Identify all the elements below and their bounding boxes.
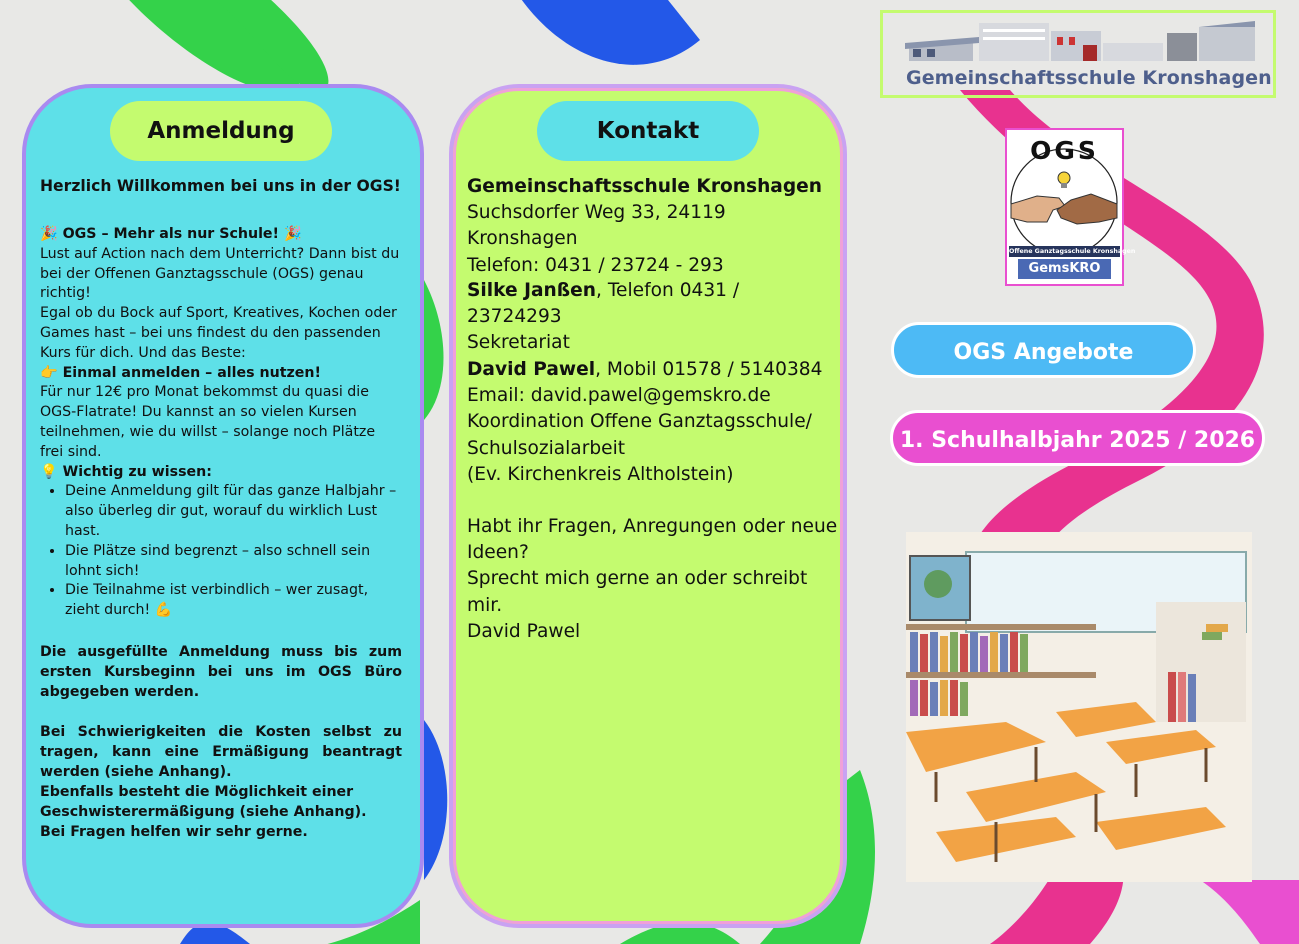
- contact-secretariat: [467, 278, 839, 357]
- school-name: Gemeinschaftsschule Kronshagen: [467, 176, 823, 197]
- know-title: 💡 Wichtig zu wissen:: [40, 463, 212, 480]
- invite-text: Sprecht mich gerne an oder schreibt mir.: [467, 568, 808, 616]
- person-role: Koordination Offene Ganztagsschule/: [467, 411, 812, 433]
- ogs-badge-subtitle: Offene Ganztagsschule Kronshagen: [1009, 248, 1136, 255]
- person-role: Sekretariat: [467, 332, 570, 354]
- welcome-text: Herzlich Willkommen bei uns in der OGS!: [40, 177, 401, 195]
- classroom-illustration: [906, 532, 1252, 882]
- person-role: Schulsozialarbeit: [467, 437, 626, 459]
- list-item: • Die Teilnahme ist verbindlich – wer zusagt, zieht durch! 💪: [65, 581, 402, 621]
- ogs-badge-name: GemsKRO: [1018, 259, 1111, 279]
- siblings-text: Ebenfalls besteht die Möglichkeit einer Geschwisterermäßigung (siehe Anhang).: [40, 784, 367, 820]
- costs-text: Bei Schwierigkeiten die Kosten selbst zu tragen, kann eine Ermäßigung beantragt werden (siehe Anhang).: [40, 724, 402, 780]
- person-phone: , Telefon 0431 / 23724293: [467, 280, 740, 328]
- person-phone: , Mobil 01578 / 5140384: [595, 359, 823, 380]
- person-org: (Ev. Kirchenkreis Altholstein): [467, 463, 734, 485]
- ogs-headline: 🎉 OGS – Mehr als nur Schule! 🎉: [40, 226, 302, 242]
- ogs-badge-title: OGS: [1030, 136, 1099, 165]
- person-name: Silke Janßen: [467, 280, 597, 301]
- rules-list: [40, 482, 402, 621]
- term-label: 1. Schulhalbjahr 2025 / 2026: [890, 410, 1265, 466]
- school-contact: [467, 174, 839, 279]
- school-phone: Telefon: 0431 / 23724 - 293: [467, 254, 724, 276]
- once-text: Für nur 12€ pro Monat bekommst du quasi die OGS-Flatrate! Du kannst an so vielen Kursen teilnehmen, wie du willst – solange noch Plätze frei sind.: [40, 384, 376, 460]
- person-email[interactable]: Email: david.pawel@gemskro.de: [467, 385, 771, 407]
- school-address: Suchsdorfer Weg 33, 24119 Kronshagen: [467, 202, 726, 250]
- intro-text-2: Egal ob du Bock auf Sport, Kreatives, Kochen oder Games hast – bei uns findest du den passenden Kurs für dich. Und das Beste:: [40, 305, 397, 361]
- school-logo-text: Gemeinschaftsschule Kronshagen: [906, 67, 1272, 89]
- info-block: [40, 225, 402, 621]
- help-text: Bei Fragen helfen wir sehr gerne.: [40, 824, 308, 840]
- anmeldung-heading: Anmeldung: [110, 101, 332, 161]
- contact-coordinator: [467, 357, 839, 488]
- contact-invite: [467, 514, 839, 619]
- once-title: 👉 Einmal anmelden – alles nutzen!: [40, 364, 321, 381]
- offers-label: OGS Angebote: [891, 322, 1196, 378]
- list-item: • Deine Anmeldung gilt für das ganze Halbjahr – also überleg dir gut, worauf du wirklich Lust hast.: [65, 482, 402, 541]
- kontakt-heading: Kontakt: [537, 101, 759, 161]
- list-item: • Die Plätze sind begrenzt – also schnell sein lohnt sich!: [65, 542, 402, 582]
- question-text: Habt ihr Fragen, Anregungen oder neue Ideen?: [467, 516, 838, 564]
- deadline-text: Die ausgefüllte Anmeldung muss bis zum ersten Kursbeginn bei uns im OGS Büro abgegeben werden.: [40, 644, 402, 700]
- intro-text-1: Lust auf Action nach dem Unterricht? Dann bist du bei der Offenen Ganztagsschule (OGS) genau richtig!: [40, 245, 400, 302]
- signature: David Pawel: [467, 621, 581, 642]
- person-name: David Pawel: [467, 359, 596, 380]
